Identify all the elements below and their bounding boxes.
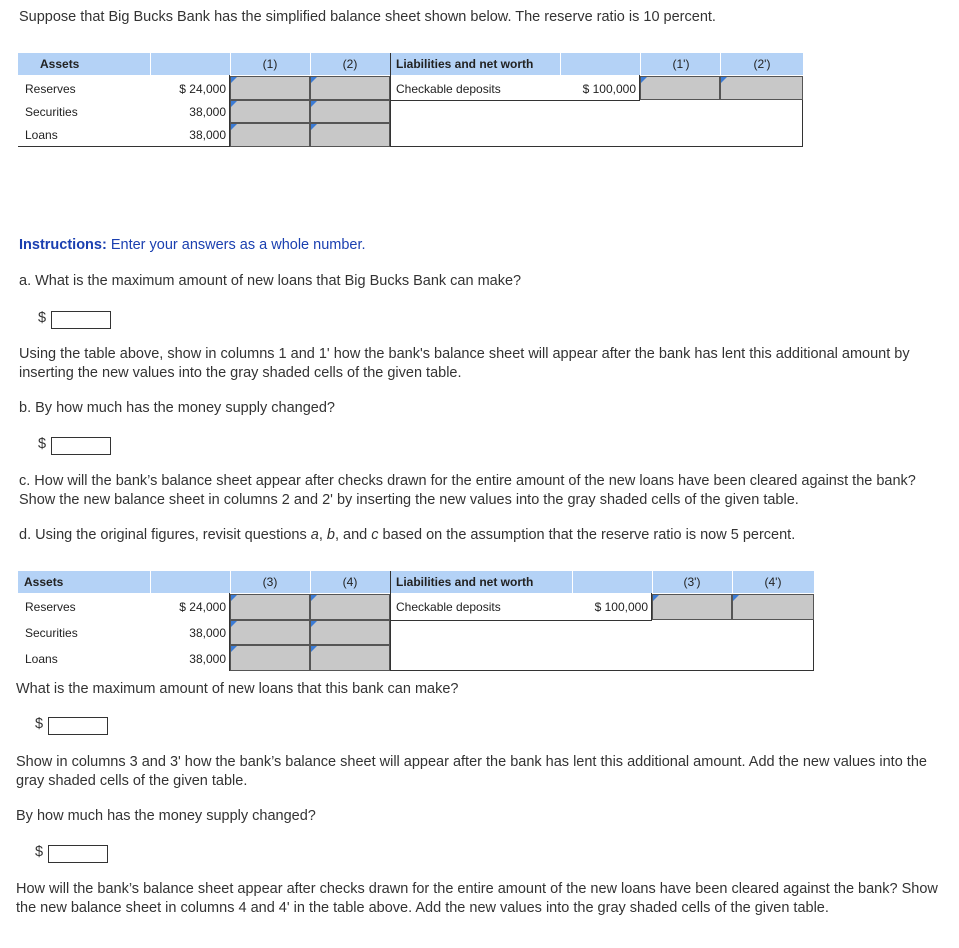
- balance-sheet-table-1: [18, 53, 803, 147]
- cell-col2-loans[interactable]: [310, 123, 390, 147]
- question-c: c. How will the bank’s balance sheet appear after checks drawn for the entire amount of the new loans have been cleared against the bank? Show the new balance sheet in columns 2 and 2' by inserting the new values into the gray shaded cells of the given table.: [19, 473, 916, 508]
- cell-col1-loans[interactable]: [230, 123, 310, 147]
- row-value-securities: 38,000: [189, 105, 226, 119]
- question-max-loans-5pct: What is the maximum amount of new loans that this bank can make?: [16, 681, 459, 697]
- liab-value-checkable-deposits: $ 100,000: [582, 82, 636, 96]
- cell-col3-loans[interactable]: [230, 645, 310, 671]
- col-2p-header: (2'): [753, 57, 771, 71]
- cell-col3-reserves[interactable]: [230, 594, 310, 620]
- row-label-reserves: Reserves: [25, 600, 76, 614]
- answer-input-b[interactable]: [51, 437, 111, 455]
- question-d-sep2: , and: [334, 527, 372, 543]
- col-1-header: (1): [262, 57, 278, 71]
- cell-col1-securities[interactable]: [230, 100, 310, 123]
- liab-value-checkable-deposits: $ 100,000: [594, 600, 648, 614]
- row-value-reserves: $ 24,000: [179, 600, 226, 614]
- cell-col2p-deposits[interactable]: [720, 76, 803, 100]
- answer-input-a[interactable]: [51, 311, 111, 329]
- row-value-reserves: $ 24,000: [179, 82, 226, 96]
- intro-text: Suppose that Big Bucks Bank has the simplified balance sheet shown below. The reserve ratio is 10 percent.: [19, 9, 716, 25]
- liabilities-header: Liabilities and net worth: [396, 575, 534, 589]
- instructions-label: Instructions:: [19, 237, 107, 253]
- show-columns-3-instructions: Show in columns 3 and 3' how the bank’s balance sheet will appear after the bank has lent this additional amount. Add the new values into the gray shaded cells of the given table.: [16, 754, 927, 789]
- question-money-supply-5pct: By how much has the money supply changed?: [16, 808, 316, 824]
- dollar-sign-d2: $: [35, 844, 44, 860]
- using-table-instructions: Using the table above, show in columns 1 and 1' how the bank's balance sheet will appear after the bank has lent this additional amount by inserting the new values into the gray shaded cells of the given table.: [19, 346, 910, 381]
- liab-label-checkable-deposits: Checkable deposits: [396, 82, 501, 96]
- question-d-sep1: ,: [318, 527, 327, 543]
- cell-col3-securities[interactable]: [230, 620, 310, 645]
- assets-header: Assets: [24, 575, 64, 589]
- cell-col4-securities[interactable]: [310, 620, 390, 645]
- question-d-c: c: [371, 527, 379, 543]
- row-label-securities: Securities: [25, 105, 78, 119]
- row-label-reserves: Reserves: [25, 82, 76, 96]
- answer-input-d2[interactable]: [48, 845, 108, 863]
- dollar-sign-d1: $: [35, 716, 44, 732]
- cell-col1-reserves[interactable]: [230, 76, 310, 100]
- question-d-post: based on the assumption that the reserve ratio is now 5 percent.: [378, 527, 796, 543]
- row-value-loans: 38,000: [189, 128, 226, 142]
- final-instructions: How will the bank’s balance sheet appear after checks drawn for the entire amount of the new loans have been cleared against the bank? Show the new balance sheet in columns 4 and 4' in the table above. Add the new values into the gray shaded cells of the given table.: [16, 881, 938, 916]
- question-d: [19, 526, 949, 545]
- assets-header: Assets: [40, 57, 80, 71]
- col-4-header: (4): [342, 575, 358, 589]
- col-4p-header: (4'): [764, 575, 782, 589]
- cell-col3p-deposits[interactable]: [652, 594, 732, 620]
- dollar-sign-a: $: [38, 310, 47, 326]
- question-b: b. By how much has the money supply changed?: [19, 400, 335, 416]
- col-1p-header: (1'): [672, 57, 690, 71]
- cell-col4-reserves[interactable]: [310, 594, 390, 620]
- row-label-securities: Securities: [25, 626, 78, 640]
- cell-col1p-deposits[interactable]: [640, 76, 720, 100]
- dollar-sign-b: $: [38, 436, 47, 452]
- row-value-loans: 38,000: [189, 652, 226, 666]
- answer-input-d1[interactable]: [48, 717, 108, 735]
- cell-col4-loans[interactable]: [310, 645, 390, 671]
- question-d-a: a: [310, 527, 319, 543]
- col-2-header: (2): [342, 57, 358, 71]
- question-d-b: b: [326, 527, 335, 543]
- liabilities-header: Liabilities and net worth: [396, 57, 534, 71]
- cell-col4p-deposits[interactable]: [732, 594, 814, 620]
- instructions: [19, 236, 366, 255]
- col-3-header: (3): [262, 575, 278, 589]
- row-label-loans: Loans: [25, 128, 58, 142]
- question-d-pre: d. Using the original figures, revisit questions: [19, 527, 311, 543]
- row-value-securities: 38,000: [189, 626, 226, 640]
- row-label-loans: Loans: [25, 652, 58, 666]
- instructions-text: Enter your answers as a whole number.: [106, 237, 366, 253]
- liab-label-checkable-deposits: Checkable deposits: [396, 600, 501, 614]
- col-3p-header: (3'): [683, 575, 701, 589]
- cell-col2-reserves[interactable]: [310, 76, 390, 100]
- cell-col2-securities[interactable]: [310, 100, 390, 123]
- balance-sheet-table-2: [18, 571, 814, 671]
- question-a: a. What is the maximum amount of new loans that Big Bucks Bank can make?: [19, 273, 522, 289]
